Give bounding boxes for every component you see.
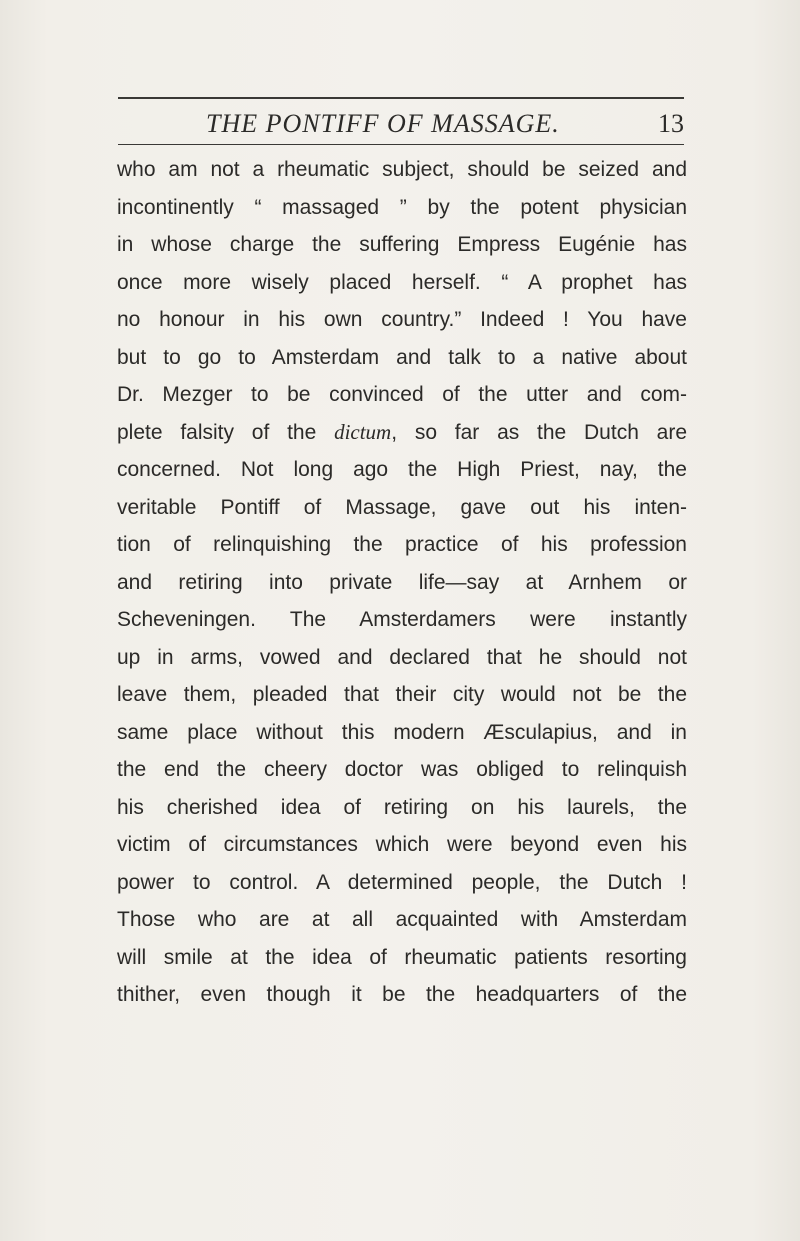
text-line: same place without this modern Æsculapius, and in: [117, 720, 687, 744]
text-line: will smile at the idea of rheumatic patients resorting: [117, 945, 687, 969]
text-line: leave them, pleaded that their city would not be the: [117, 683, 687, 706]
text-line: in whose charge the suffering Empress Eugénie has: [117, 233, 687, 256]
text-line: plete falsity of the dictum, so far as the Dutch are: [117, 419, 687, 444]
body-text: [117, 151, 687, 1014]
text-line: no honour in his own country.” Indeed ! You have: [117, 308, 687, 331]
text-line: the end the cheery doctor was obliged to relinquish: [117, 758, 687, 781]
italic-word: dictum: [334, 419, 392, 444]
text-line: once more wisely placed herself. “ A prophet has: [117, 270, 687, 294]
text-line: Dr. Mezger to be convinced of the utter and com-: [117, 383, 687, 406]
header-rule-top: [118, 97, 684, 99]
page-number: 13: [658, 109, 684, 138]
running-head: [118, 109, 684, 143]
text-line: his cherished idea of retiring on his laurels, the: [117, 795, 687, 819]
running-title: THE PONTIFF OF MASSAGE.: [206, 109, 560, 138]
text-line: up in arms, vowed and declared that he should not: [117, 645, 687, 669]
text-line: incontinently “ massaged ” by the potent physician: [117, 195, 687, 219]
text-line: who am not a rheumatic subject, should be seized and: [117, 158, 687, 181]
text-line: tion of relinquishing the practice of his profession: [117, 533, 687, 556]
text-line: victim of circumstances which were beyond even his: [117, 833, 687, 856]
text-line: thither, even though it be the headquarters of the: [117, 983, 687, 1006]
text-line: veritable Pontiff of Massage, gave out his inten-: [117, 495, 687, 519]
text-line: power to control. A determined people, the Dutch !: [117, 870, 687, 894]
text-line: but to go to Amsterdam and talk to a native about: [117, 345, 687, 369]
text-line: Scheveningen. The Amsterdamers were instantly: [117, 608, 687, 631]
text-line: Those who are at all acquainted with Amsterdam: [117, 908, 687, 931]
text-line: concerned. Not long ago the High Priest, nay, the: [117, 458, 687, 481]
text-line: and retiring into private life—say at Arnhem or: [117, 570, 687, 594]
header-rule-bottom: [118, 144, 684, 145]
